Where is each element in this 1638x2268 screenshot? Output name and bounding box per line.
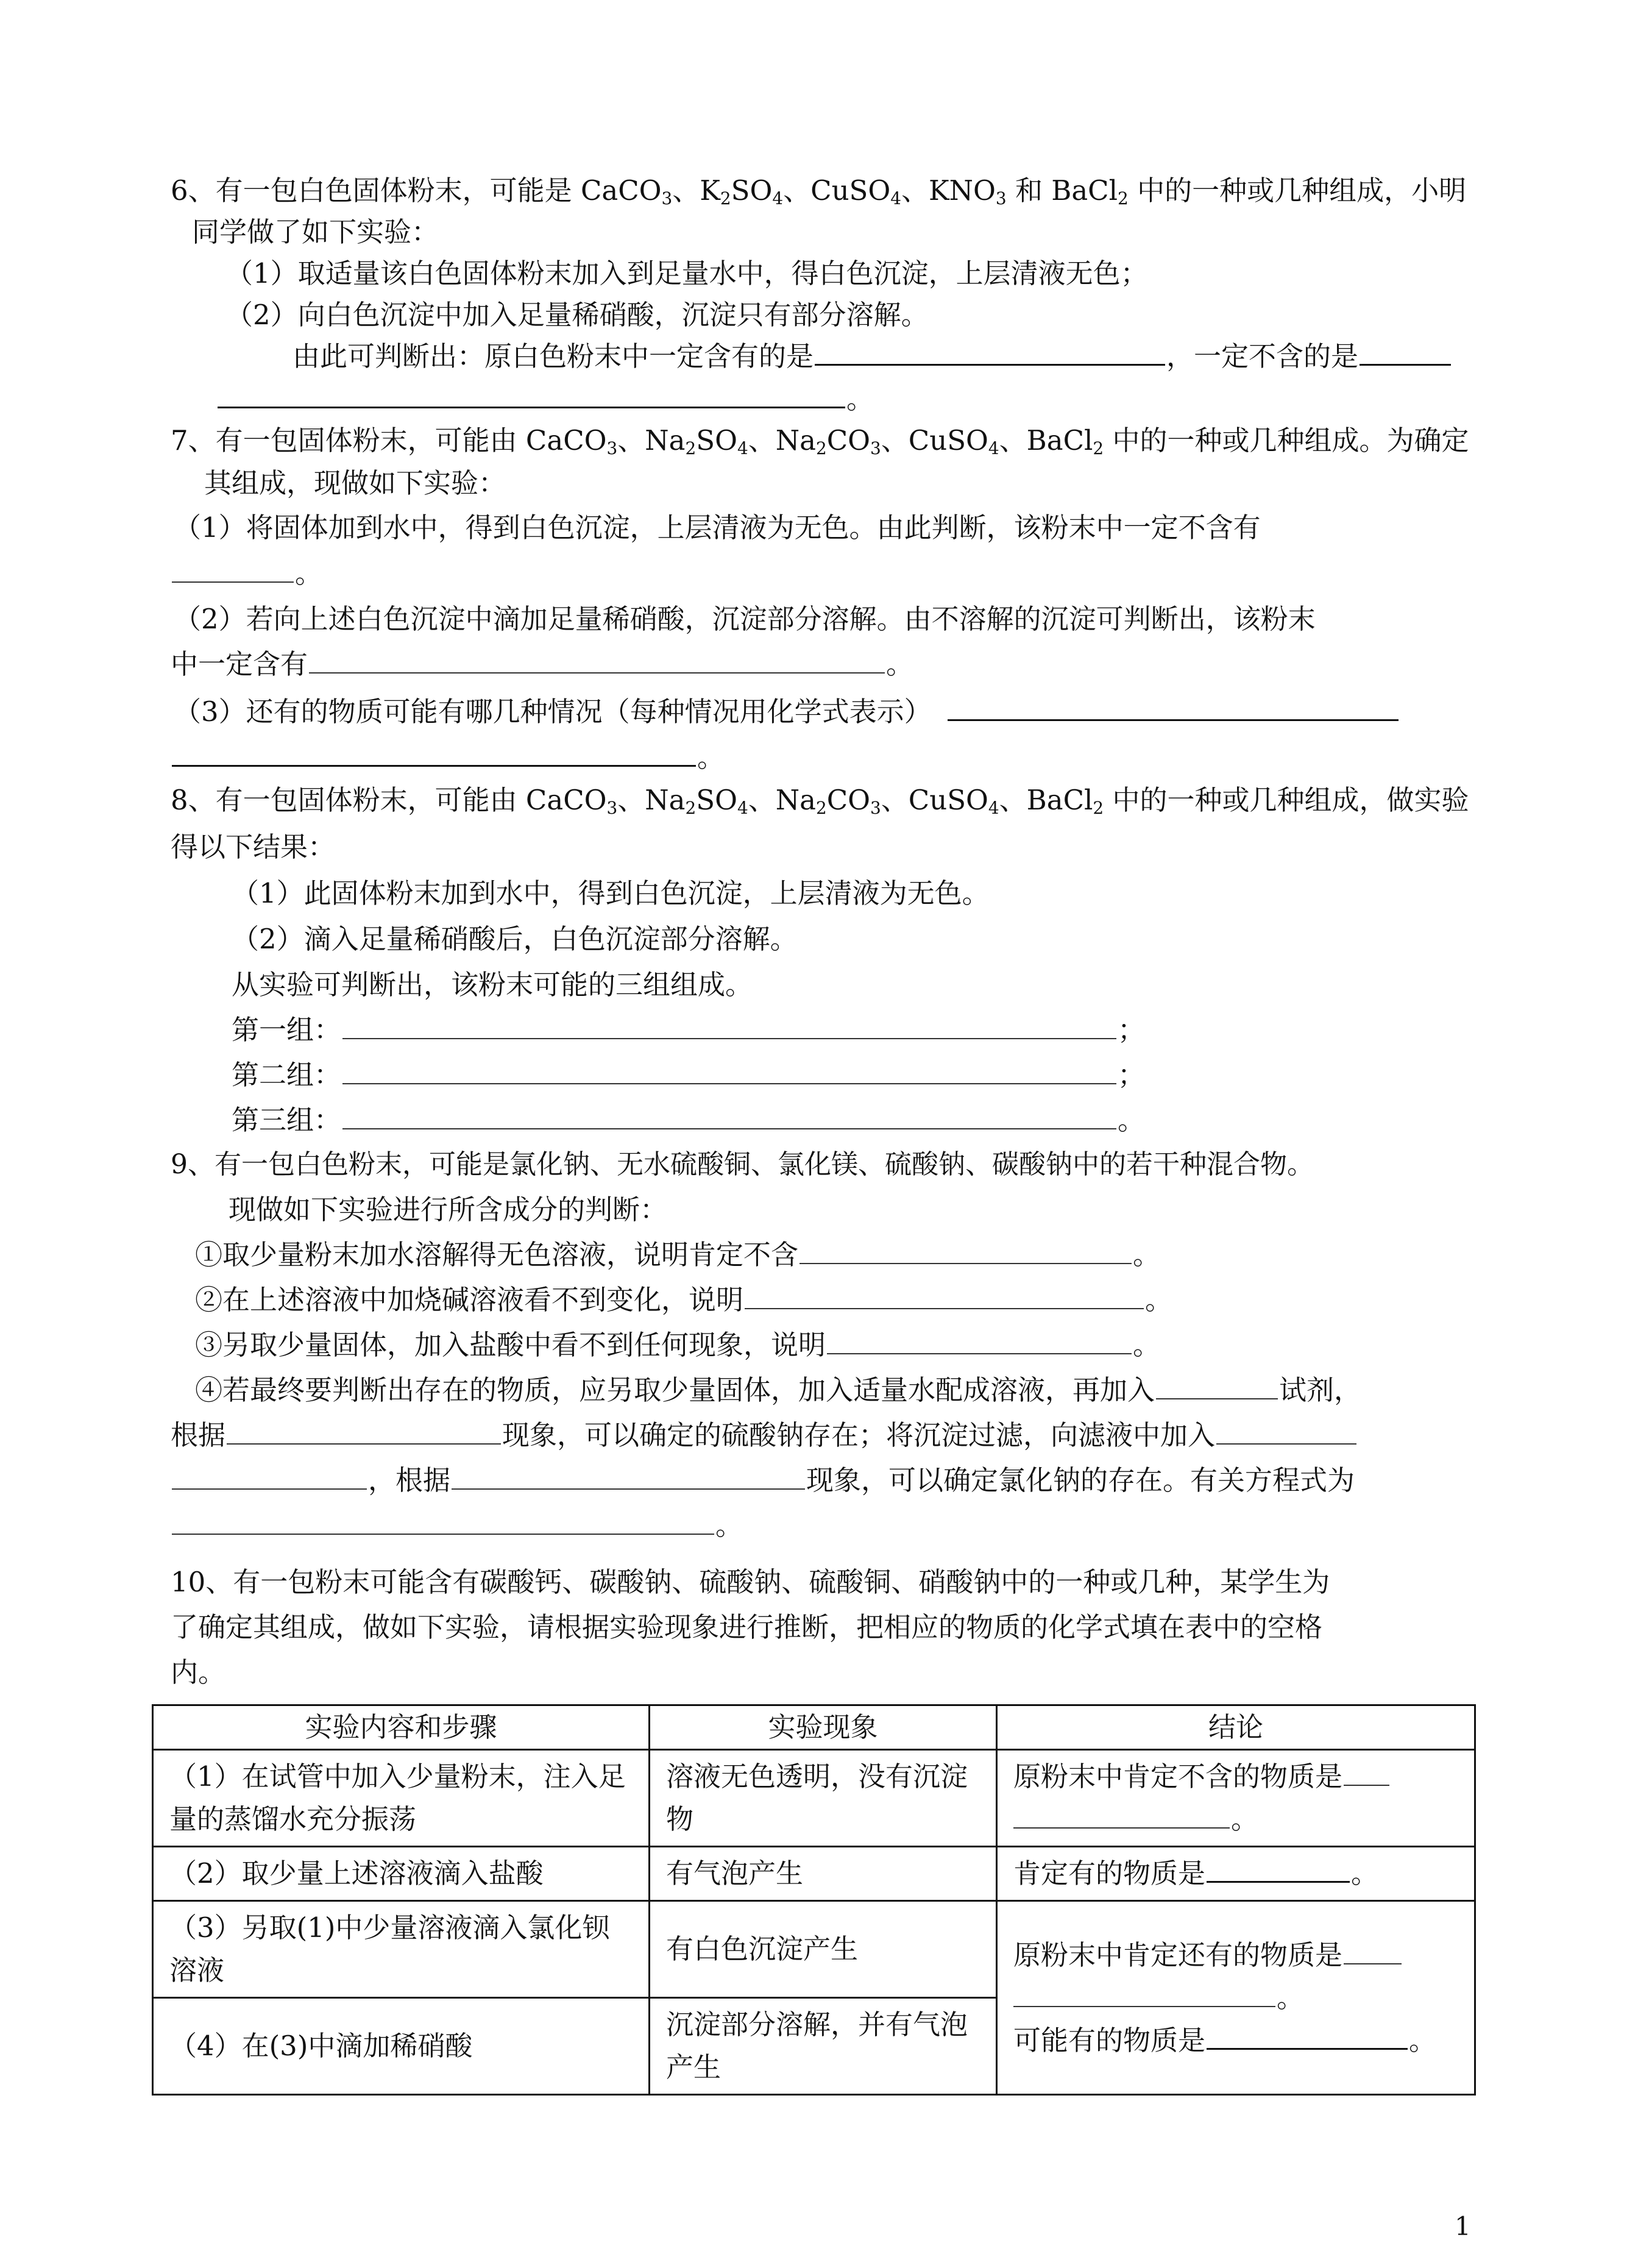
conclusion-cell: 肯定有的物质是 。 — [997, 1847, 1475, 1901]
answer-blank[interactable] — [172, 1488, 367, 1490]
q8-step2: （2）滴入足量稀硝酸后，白色沉淀部分溶解。 — [232, 923, 798, 955]
answer-blank[interactable] — [342, 1082, 1116, 1084]
answer-blank[interactable] — [948, 719, 1399, 721]
answer-blank[interactable] — [1207, 1880, 1350, 1883]
answer-blank[interactable] — [172, 581, 294, 583]
q9-line1: 9、有一包白色粉末，可能是氯化钠、无水硫酸铜、氯化镁、硫酸钠、碳酸钠中的若干种混合物。 — [171, 1149, 1314, 1180]
q9-equation: 。 — [171, 1512, 743, 1539]
answer-blank[interactable] — [1156, 1398, 1278, 1399]
observation-cell: 有白色沉淀产生 — [650, 1901, 997, 1998]
step-cell: （2）取少量上述溶液滴入盐酸 — [153, 1847, 650, 1901]
q7-step1: （1）将固体加到水中，得到白色沉淀，上层清液为无色。由此判断，该粉末中一定不含有 — [174, 511, 1261, 544]
column-header: 结论 — [997, 1705, 1475, 1750]
answer-blank[interactable] — [827, 1353, 1132, 1354]
answer-blank[interactable] — [1360, 363, 1451, 366]
answer-blank[interactable] — [1344, 1784, 1389, 1786]
answer-blank[interactable] — [1216, 1443, 1356, 1445]
answer-blank[interactable] — [172, 764, 696, 767]
q9-step3: ③另取少量固体，加入盐酸中看不到任何现象，说明 。 — [195, 1329, 1161, 1361]
step-cell: （4）在(3)中滴加稀硝酸 — [153, 1998, 650, 2095]
answer-blank[interactable] — [745, 1307, 1144, 1309]
observation-cell: 沉淀部分溶解，并有气泡产生 — [650, 1998, 997, 2095]
q9-step2: ②在上述溶液中加烧碱溶液看不到变化，说明 。 — [195, 1284, 1173, 1316]
q6-line1: 6、有一包白色固体粉末，可能是 CaCO$_3$、$K_2SO_4$、CuSO$_4$、$KNO_3$ 和 BaCl$_2$ 中的一种或几种组成，小明 — [171, 174, 1467, 208]
answer-blank[interactable] — [815, 363, 1165, 366]
step-cell: （3）另取(1)中少量溶液滴入氯化钡溶液 — [153, 1901, 650, 1998]
q6-conclusion: 由此可判断出：原白色粉末中一定含有的是 ，一定不含的是 — [292, 343, 1452, 370]
q8-group1: 第一组： ； — [232, 1014, 1146, 1046]
answer-blank[interactable] — [342, 1037, 1116, 1039]
q7-step2-cont: 中一定含有 。 — [171, 648, 914, 680]
q8-line1: 8、有一包固体粉末，可能由 CaCO$_3$、$Na_2SO_4$、$Na_2CO_3$、CuSO$_4$、BaCl$_2$ 中的一种或几种组成，做实验 — [171, 784, 1469, 818]
observation-cell: 有气泡产生 — [650, 1847, 997, 1901]
q10-line1: 10、有一包粉末可能含有碳酸钙、碳酸钠、硫酸钠、硫酸铜、硝酸钠中的一种或几种，某学生为 — [171, 1566, 1330, 1598]
q7-step1-cont: 。 — [171, 560, 322, 587]
answer-blank[interactable] — [1344, 1963, 1402, 1964]
answer-blank[interactable] — [218, 406, 845, 408]
table-row — [153, 1750, 1475, 1847]
q7-line2: 其组成，现做如下实验： — [204, 467, 506, 499]
q8-step1: （1）此固体粉末加到水中，得到白色沉淀，上层清液为无色。 — [232, 877, 990, 909]
answer-blank[interactable] — [1013, 2005, 1275, 2007]
q9-step1: ①取少量粉末加水溶解得无色溶液，说明肯定不含 。 — [195, 1239, 1161, 1271]
q7-line1: 7、有一包固体粉末，可能由 CaCO$_3$、$Na_2SO_4$、$Na_2CO_3$、CuSO$_4$、BaCl$_2$ 中的一种或几种组成。为确定 — [171, 424, 1469, 458]
experiment-table — [152, 1704, 1476, 2096]
q8-summary: 从实验可判断出，该粉末可能的三组组成。 — [232, 969, 753, 1001]
q9-step4: ④若最终要判断出存在的物质，应另取少量固体，加入适量水配成溶液，再加入 试剂， — [195, 1374, 1362, 1406]
answer-blank[interactable] — [309, 672, 885, 674]
q6-conclusion-cont: 。 — [216, 385, 874, 413]
answer-blank[interactable] — [1013, 1827, 1230, 1829]
q9-line2: 现做如下实验进行所含成分的判断： — [229, 1193, 668, 1226]
q8-line2: 得以下结果： — [171, 831, 336, 863]
q7-step3-cont: 。 — [171, 744, 725, 771]
observation-cell: 溶液无色透明，没有沉淀物 — [650, 1750, 997, 1847]
answer-blank[interactable] — [800, 1262, 1132, 1264]
step-cell: （1）在试管中加入少量粉末，注入足量的蒸馏水充分振荡 — [153, 1750, 650, 1847]
page-number: 1 — [1455, 2211, 1471, 2241]
q8-group2: 第二组： ； — [232, 1059, 1146, 1091]
q6-step2: （2）向白色沉淀中加入足量稀硝酸，沉淀只有部分溶解。 — [225, 299, 929, 331]
table-row — [153, 1847, 1475, 1901]
q8-group3: 第三组： 。 — [232, 1104, 1146, 1136]
q7-step2: （2）若向上述白色沉淀中滴加足量稀硝酸，沉淀部分溶解。由不溶解的沉淀可判断出，该粉末 — [174, 603, 1316, 635]
table-row — [153, 1901, 1475, 1998]
answer-blank[interactable] — [452, 1488, 805, 1490]
q6-line2: 同学做了如下实验： — [192, 216, 439, 248]
answer-blank[interactable] — [227, 1443, 501, 1445]
q10-line3: 内。 — [171, 1656, 226, 1688]
answer-blank[interactable] — [1207, 2047, 1408, 2050]
q9-step4-cont2: ，根据 现象，可以确定氯化钠的存在。有关方程式为 — [171, 1466, 1355, 1494]
q6-step1: （1）取适量该白色固体粉末加入到足量水中，得白色沉淀，上层清液无色； — [225, 257, 1148, 290]
q7-step3: （3）还有的物质可能有哪几种情况（每种情况用化学式表示） — [174, 698, 1400, 725]
conclusion-cell: 原粉末中肯定还有的物质是 。 可能有的物质是 。 — [997, 1901, 1475, 2095]
answer-blank[interactable] — [342, 1128, 1116, 1129]
table-header-row — [153, 1705, 1475, 1750]
conclusion-cell: 原粉末中肯定不含的物质是 。 — [997, 1750, 1475, 1847]
q10-line2: 了确定其组成，做如下实验，请根据实验现象进行推断，把相应的物质的化学式填在表中的空格 — [171, 1611, 1323, 1643]
column-header: 实验现象 — [650, 1705, 997, 1750]
column-header: 实验内容和步骤 — [153, 1705, 650, 1750]
answer-blank[interactable] — [172, 1533, 714, 1535]
q9-step4-cont: 根据 现象，可以确定的硫酸钠存在；将沉淀过滤，向滤液中加入 — [171, 1421, 1358, 1449]
